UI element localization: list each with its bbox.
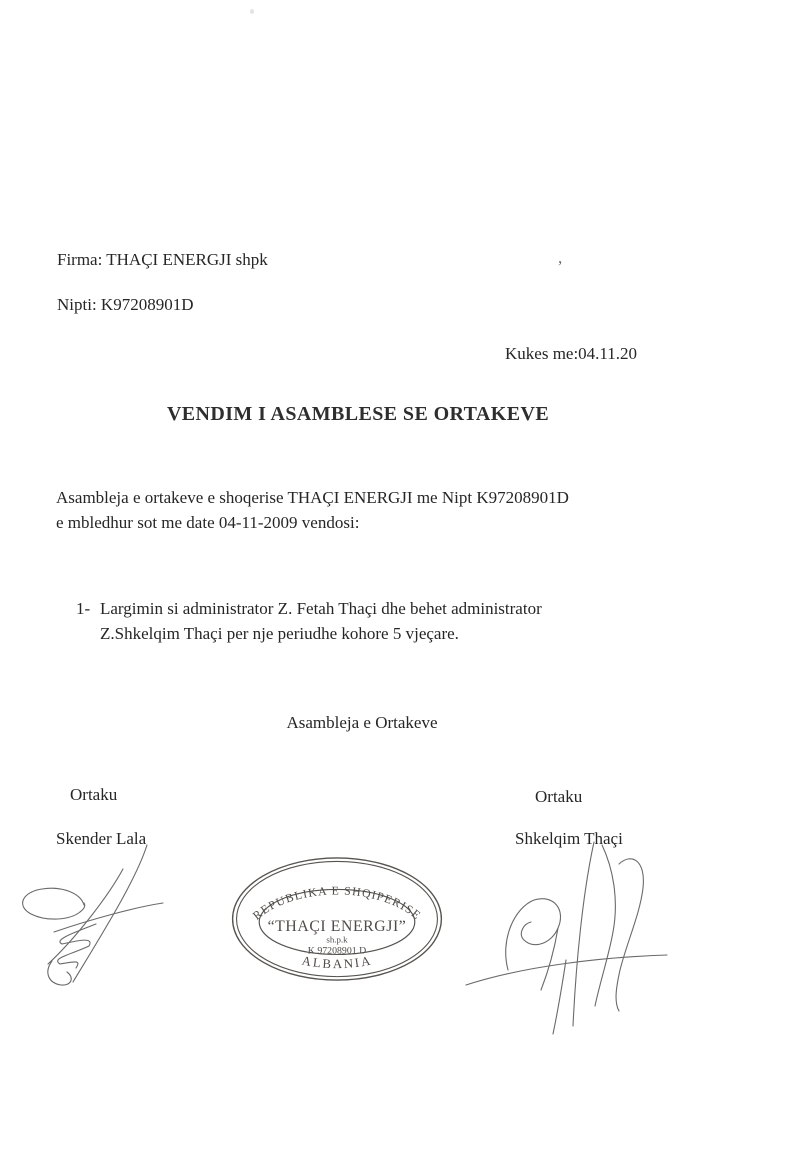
document-title: VENDIM I ASAMBLESE SE ORTAKEVE [166, 403, 550, 425]
place-date-line: Kukes me:04.11.20 [505, 344, 638, 363]
decision-item-line-1: Largimin si administrator Z. Fetah Thaçi dhe behet administrator [100, 599, 542, 618]
company-stamp [228, 855, 446, 985]
decision-item-line-2: Z.Shkelqim Thaçi per nje periudhe kohore 5 vjeçare. [100, 624, 459, 643]
svg-text:REPUBLIKA E SHQIPERISE [250, 883, 424, 922]
assembly-label: Asambleja e Ortakeve [286, 713, 438, 732]
decision-list-item [76, 596, 542, 646]
left-signatory-name: Skender Lala [56, 829, 147, 848]
stamp-nipt-text: K 97208901 D [307, 945, 367, 957]
decision-paragraph [56, 485, 569, 535]
right-signatory-name: Shkelqim Thaçi [515, 829, 623, 848]
paragraph-line-1: Asambleja e ortakeve e shoqerise THAÇI ENERGJI me Nipt K97208901D [56, 488, 569, 507]
stamp-company-text: “THAÇI ENERGJI” [267, 917, 407, 935]
left-signatory-role: Ortaku [70, 785, 118, 804]
right-signature [462, 840, 672, 1040]
scan-artifact-comma: , [558, 248, 563, 267]
decision-item-number: 1- [76, 599, 91, 618]
stamp-top-arc-text: REPUBLIKA E SHQIPERISE [249, 883, 425, 923]
paragraph-line-2: e mbledhur sot me date 04-11-2009 vendosi: [56, 513, 360, 532]
scan-artifact-dot [250, 9, 254, 14]
decision-item-text [100, 596, 542, 646]
company-name-line: Firma: THAÇI ENERGJI shpk [57, 250, 268, 269]
stamp-bottom-arc-text: ALBANIA [300, 953, 374, 972]
right-signatory-role: Ortaku [535, 787, 583, 806]
stamp-legal-form-text: sh.p.k [326, 934, 348, 945]
tax-id-line: Nipti: K97208901D [57, 295, 194, 314]
